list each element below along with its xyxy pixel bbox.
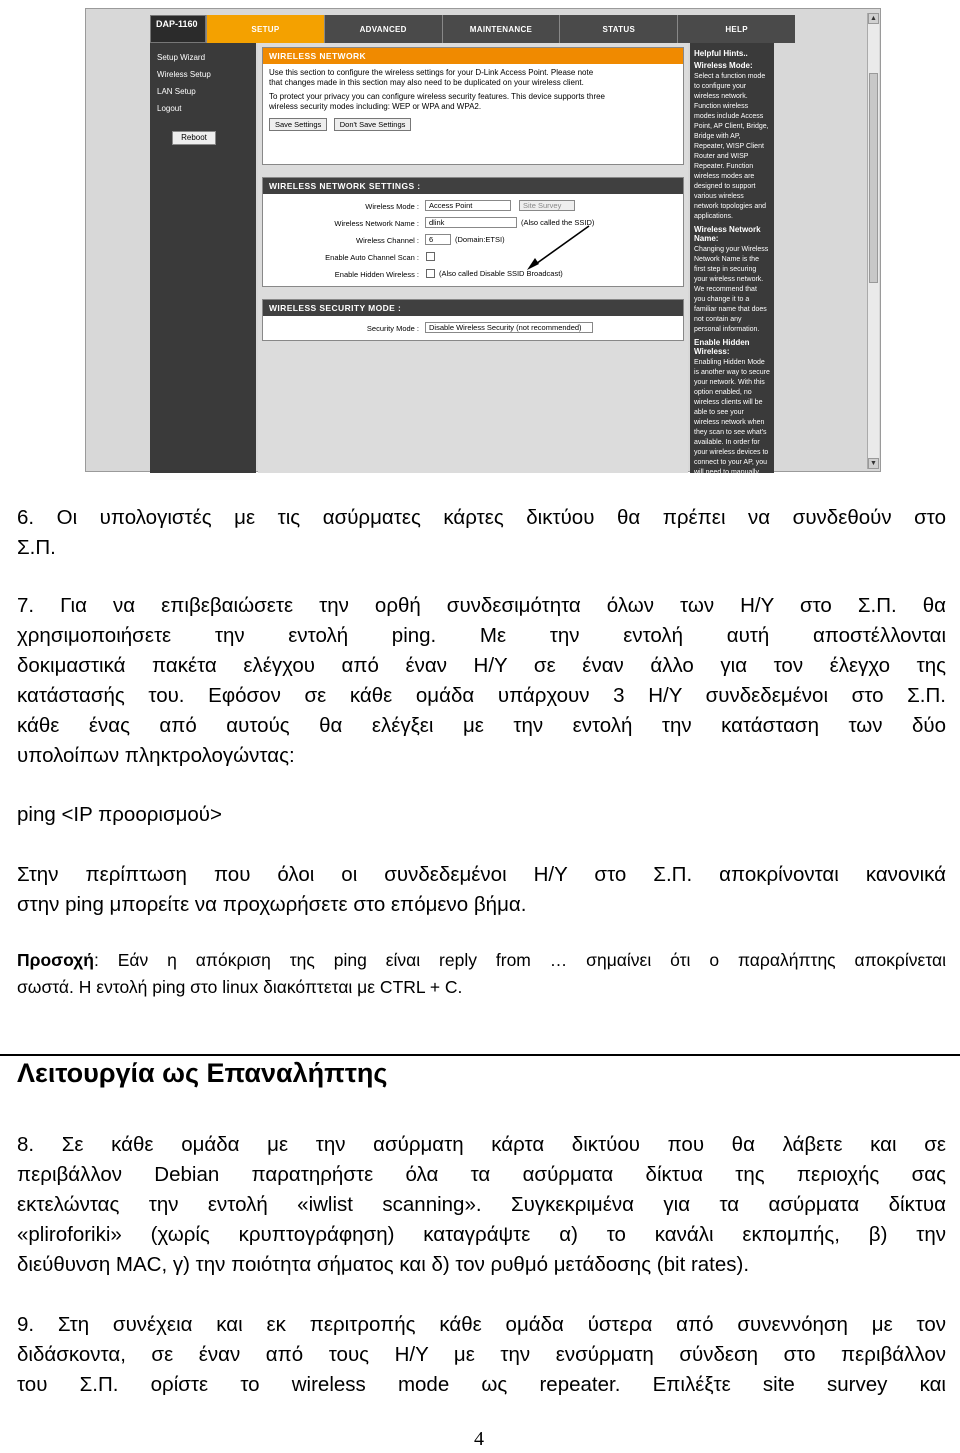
paragraph-8 [17,1130,946,1280]
tab-maintenance[interactable]: MAINTENANCE [442,15,560,43]
security-mode-title: WIRELESS SECURITY MODE : [263,300,683,316]
note-line1-text: : Εάν η απόκριση της ping είναι reply from … σημαίνει ότι ο παραλήπτης αποκρίνεται [93,950,946,970]
intro-line1: Use this section to configure the wireless settings for your D-Link Access Point. Please note [269,68,594,77]
p7-line: κάθε ένας από αυτούς θα ελέγξει με την εντολή την κατάσταση των δύο [17,714,946,737]
p8-line: περιβάλλον Debian παρατηρήστε όλα τα ασύρματα δίκτυα της περιοχής σας [17,1163,946,1186]
p9-line: 9. Στη συνέχεια και εκ περιτροπής κάθε ομάδα ύστερα από συνεννόηση με τον [17,1313,946,1336]
hidden-wireless-checkbox[interactable] [426,269,435,278]
note-bold-label: Προσοχή [17,950,94,970]
router-left-nav [150,43,256,473]
ping-command-text: ping <IP προορισμού> [17,803,222,826]
security-mode-select[interactable]: Disable Wireless Security (not recommended) [425,322,593,333]
security-mode-section [262,299,684,341]
p8-line: διεύθυνση MAC, γ) την ποιότητα σήματος και δ) τον ρυθμό μετάδοσης (bit rates). [17,1253,750,1276]
wireless-mode-label: Wireless Mode : [365,202,419,211]
p6-line: 6. Οι υπολογιστές με τις ασύρματες κάρτες δικτύου θα πρέπει να συνδεθούν στο [17,506,946,529]
scroll-thumb[interactable] [869,73,878,283]
wireless-mode-select[interactable]: Access Point [425,200,511,211]
nav-lan-setup[interactable]: LAN Setup [157,87,196,96]
nav-setup-wizard[interactable]: Setup Wizard [157,53,206,62]
p7-line: δοκιμαστικά πακέτα ελέγχου από έναν Η/Υ σε έναν άλλο για τον έλεγχο της [17,654,946,677]
router-brand: DAP-1160 [150,15,206,43]
hidden-note: (Also called Disable SSID Broadcast) [439,269,563,278]
network-name-input[interactable]: dlink [425,217,517,228]
scrollbar[interactable] [867,13,879,469]
hidden-wireless-label: Enable Hidden Wireless : [334,270,419,279]
router-screenshot [85,8,881,506]
paragraph-9 [17,1310,946,1400]
auto-channel-label: Enable Auto Channel Scan : [325,253,419,262]
helpful-hints-panel [690,43,774,506]
nav-wireless-setup[interactable]: Wireless Setup [157,70,211,79]
ssid-note: (Also called the SSID) [521,218,595,227]
hint-name-title: Wireless Network Name: [694,225,761,243]
wireless-settings-section [262,177,684,287]
hint-hidden-title: Enable Hidden Wireless: [694,338,750,356]
dont-save-settings-button[interactable]: Don't Save Settings [334,118,412,131]
p9-line: διδάσκοντα, σε έναν από τους Η/Υ με την ενσύρματη σύνδεση στο περιβάλλον [17,1343,946,1366]
intro-line3: To protect your privacy you can configure wireless security features. This device supports three [269,92,606,101]
auto-channel-checkbox[interactable] [426,252,435,261]
p8-line: «pliroforiki» (χωρίς κρυπτογράφηση) καταγράψτε α) το κανάλι εκπομπής, β) την [17,1223,946,1246]
note-line [17,947,946,974]
hint-mode-title: Wireless Mode: [694,61,753,70]
heading-rule [0,1054,960,1056]
p6-line: Σ.Π. [17,536,56,559]
ping-command [17,800,946,830]
annotation-arrow-icon [523,222,593,274]
security-mode-label: Security Mode : [366,324,419,333]
case-line: Στην περίπτωση που όλοι οι συνδεδεμένοι Η/Υ στο Σ.Π. αποκρίνονται κανονικά [17,863,946,886]
scroll-up-icon[interactable]: ▲ [868,13,879,24]
tab-help[interactable]: HELP [677,15,795,43]
wireless-network-text1 [263,64,683,88]
hints-title: Helpful Hints.. [694,49,748,58]
note-paragraph [17,947,946,1001]
wireless-network-text2 [263,88,683,112]
paragraph-6 [17,503,946,563]
channel-label: Wireless Channel : [356,236,419,245]
site-survey-button[interactable]: Site Survey [519,200,575,211]
p7-line: χρησιμοποιήσετε την εντολή ping. Με την εντολή αυτή αποστέλλονται [17,624,946,647]
network-name-label: Wireless Network Name : [334,219,419,228]
wireless-settings-title: WIRELESS NETWORK SETTINGS : [263,178,683,194]
p9-line: του Σ.Π. ορίστε το wireless mode ως repeater. Επιλέξτε site survey και [17,1373,946,1396]
wireless-network-section [262,47,684,165]
p8-line: 8. Σε κάθε ομάδα με την ασύρματη κάρτα δικτύου που θα λάβετε και σε [17,1133,946,1156]
wireless-network-title: WIRELESS NETWORK [263,48,683,64]
nav-logout[interactable]: Logout [157,104,182,113]
page-number: 4 [474,1428,484,1450]
router-header [150,15,795,43]
paragraph-7 [17,591,946,771]
hint-hidden-text: Enabling Hidden Mode is another way to secure your network. With this option enabled, no wireless clients will be able to see your wireless network when they scan to see what's available. In order for your wireless devices to connect to your AP, you will need to manually enter the Wireless Network Name on each device. [694,359,770,506]
case-line: στην ping μπορείτε να προχωρήσετε στο επόμενο βήμα. [17,893,527,916]
intro-line4: wireless security modes including: WEP or WPA and WPA2. [269,102,482,111]
intro-line2: that changes made in this section may also need to be duplicated on your wireless client. [269,78,584,87]
p8-line: εκτελώντας την εντολή «iwlist scanning». Συγκεκριμένα για τα ασύρματα δίκτυα [17,1193,946,1216]
hint-mode-text: Select a function mode to configure your wireless network. Function wireless modes include Access Point, AP Client, Bridge, Bridge with AP, Repeater, WISP Client Router and WISP Repeater. Function wireless modes are designed to support various wireless network topologies and applications. [694,73,769,220]
hint-name-text: Changing your Wireless Network Name is the first step in securing your wireless network. We recommend that you change it to a familiar name that does not contain any personal information. [694,246,769,333]
p7-line: κατάστασής του. Εφόσον σε κάθε ομάδα υπάρχουν 3 Η/Υ συνδεδεμένοι στο Σ.Π. [17,684,946,707]
tab-advanced[interactable]: ADVANCED [324,15,442,43]
p7-line: 7. Για να επιβεβαιώσετε την ορθή συνδεσιμότητα όλων των Η/Υ στο Σ.Π. θα [17,594,946,617]
scroll-down-icon[interactable]: ▼ [868,458,879,469]
tab-setup[interactable]: SETUP [206,15,324,43]
tab-status[interactable]: STATUS [559,15,677,43]
paragraph-case [17,860,946,920]
section-heading: Λειτουργία ως Επαναλήπτης [17,1058,388,1088]
save-settings-button[interactable]: Save Settings [269,118,327,131]
note-line: σωστά. Η εντολή ping στο linux διακόπτεται με CTRL + C. [17,977,463,997]
channel-select[interactable]: 6 [425,234,451,245]
reboot-button[interactable]: Reboot [172,131,216,145]
p7-line: υπολοίπων πληκτρολογώντας: [17,744,295,767]
domain-note: (Domain:ETSI) [455,235,505,244]
router-main-panel [258,43,688,473]
